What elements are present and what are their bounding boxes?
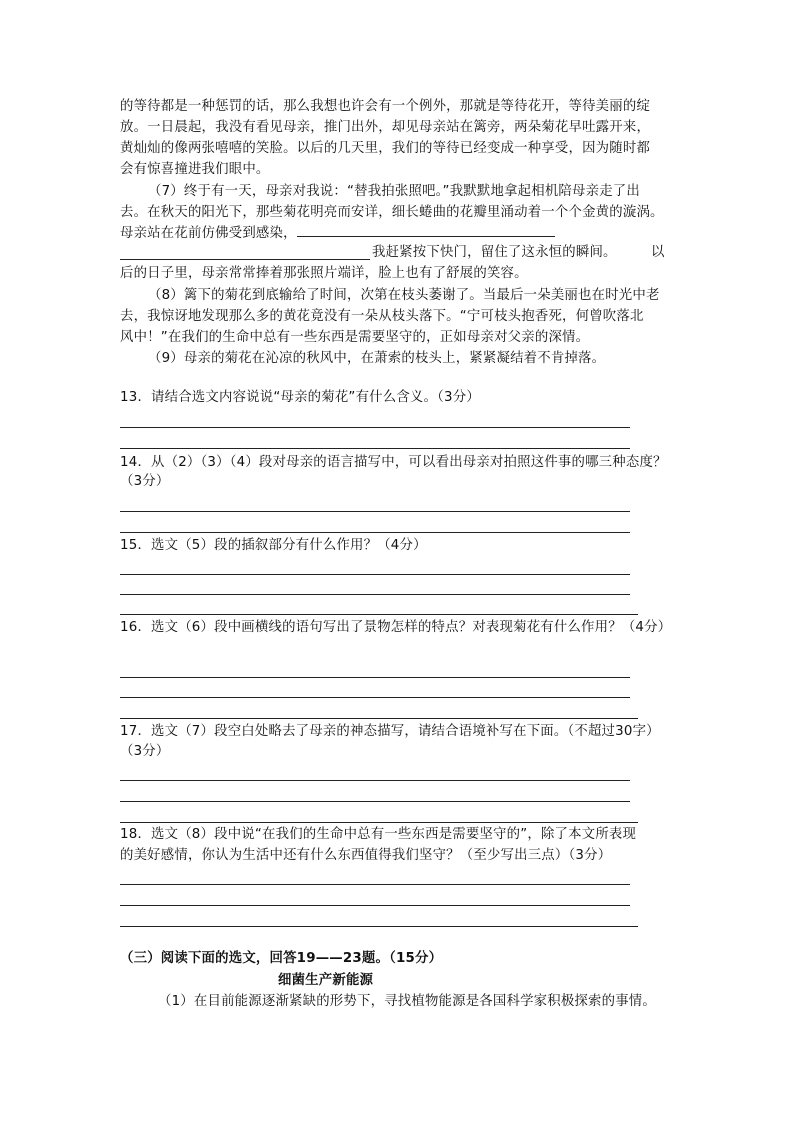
passage-line: 放。一日晨起，我没有看见母亲，推门出外，却见母亲站在篱旁，两朵菊花早吐露开来， (120, 120, 651, 135)
answer-line (120, 905, 630, 906)
question-14: 14．从（2）（3）（4）段对母亲的语言描写中，可以看出母亲对拍照这件事的哪三种态度？ (120, 455, 667, 470)
passage-line: 我赶紧按下快门，留住了这永恒的瞬间。 (372, 245, 617, 260)
passage-line: 去，我惊讶地发现那么多的黄花竟没有一朵从枝头落下。“宁可枝头抱香死，何曾吹落北 (120, 309, 644, 324)
answer-line (120, 926, 638, 927)
answer-line (120, 884, 630, 885)
passage-line: 后的日子里，母亲常常捧着那张照片端详，脸上也有了舒展的笑容。 (120, 266, 528, 281)
answer-line (120, 427, 630, 428)
answer-line (120, 614, 638, 615)
answer-line (120, 780, 630, 781)
question-16: 16．选文（6）段中画横线的语句写出了景物怎样的特点？对表现菊花有什么作用？（4分） (120, 620, 672, 635)
passage-line: （7）终于有一天，母亲对我说：“替我拍张照吧。”我默默地拿起相机陪母亲走了出 (148, 184, 640, 199)
passage-line: 风中！”在我们的生命中总有一些东西是需要坚守的，正如母亲对父亲的深情。 (120, 330, 590, 345)
passage-line: 黄灿灿的像两张嘻嘻的笑脸。以后的几天里，我们的等待已经变成一种享受，因为随时都 (120, 141, 651, 156)
answer-line (120, 448, 630, 449)
question-17: 17．选文（7）段空白处略去了母亲的神态描写，请结合语境补写在下面。（不超过30字） (120, 724, 660, 739)
section-heading: （三）阅读下面的选文，回答19——23题。（15分） (120, 951, 443, 966)
answer-line (120, 677, 630, 678)
answer-line (120, 511, 630, 512)
passage-line-with-blank (120, 226, 555, 242)
passage-line: 会有惊喜撞进我们眼中。 (120, 162, 270, 177)
answer-line (120, 594, 630, 595)
passage-line-text: 母亲站在花前仿佛受到感染， (120, 226, 297, 241)
question-17-score: （3分） (120, 744, 170, 759)
passage-line: （8）篱下的菊花到底输给了时间，次第在枝头萎谢了。当最后一朵美丽也在时光中老 (148, 288, 660, 303)
answer-line (120, 718, 638, 719)
answer-line (120, 801, 630, 802)
answer-line (120, 697, 630, 698)
passage-line: （9）母亲的菊花在沁凉的秋风中，在萧索的枝头上，紧紧凝结着不肯掉落。 (148, 351, 606, 366)
passage-line: 的等待都是一种惩罚的话，那么我想也许会有一个例外，那就是等待花开，等待美丽的绽 (120, 99, 651, 114)
passage-line: 以 (651, 245, 665, 260)
fill-in-blank (297, 235, 555, 237)
answer-line (120, 532, 630, 533)
question-13: 13．请结合选文内容说说“母亲的菊花”有什么含义。（3分） (120, 390, 480, 405)
answer-line (120, 574, 630, 575)
question-18: 18．选文（8）段中说“在我们的生命中总有一些东西是需要坚守的”，除了本文所表现 (120, 827, 637, 842)
passage-line: 去。在秋天的阳光下，那些菊花明亮而安详，细长蜷曲的花瓣里涌动着一个个金黄的漩涡。 (120, 205, 664, 220)
question-18-continued: 的美好感情，你认为生活中还有什么东西值得我们坚守？（至少写出三点）（3分） (120, 848, 612, 863)
question-15: 15．选文（5）段的插叙部分有什么作用？（4分） (120, 538, 427, 553)
article-title: 细菌生产新能源 (278, 973, 374, 988)
fill-in-blank (120, 259, 370, 260)
article-paragraph: （1）在目前能源逐渐紧缺的形势下，寻找植物能源是各国科学家积极探索的事情。 (158, 994, 656, 1009)
question-14-score: （3分） (120, 474, 170, 489)
answer-line (120, 822, 638, 823)
